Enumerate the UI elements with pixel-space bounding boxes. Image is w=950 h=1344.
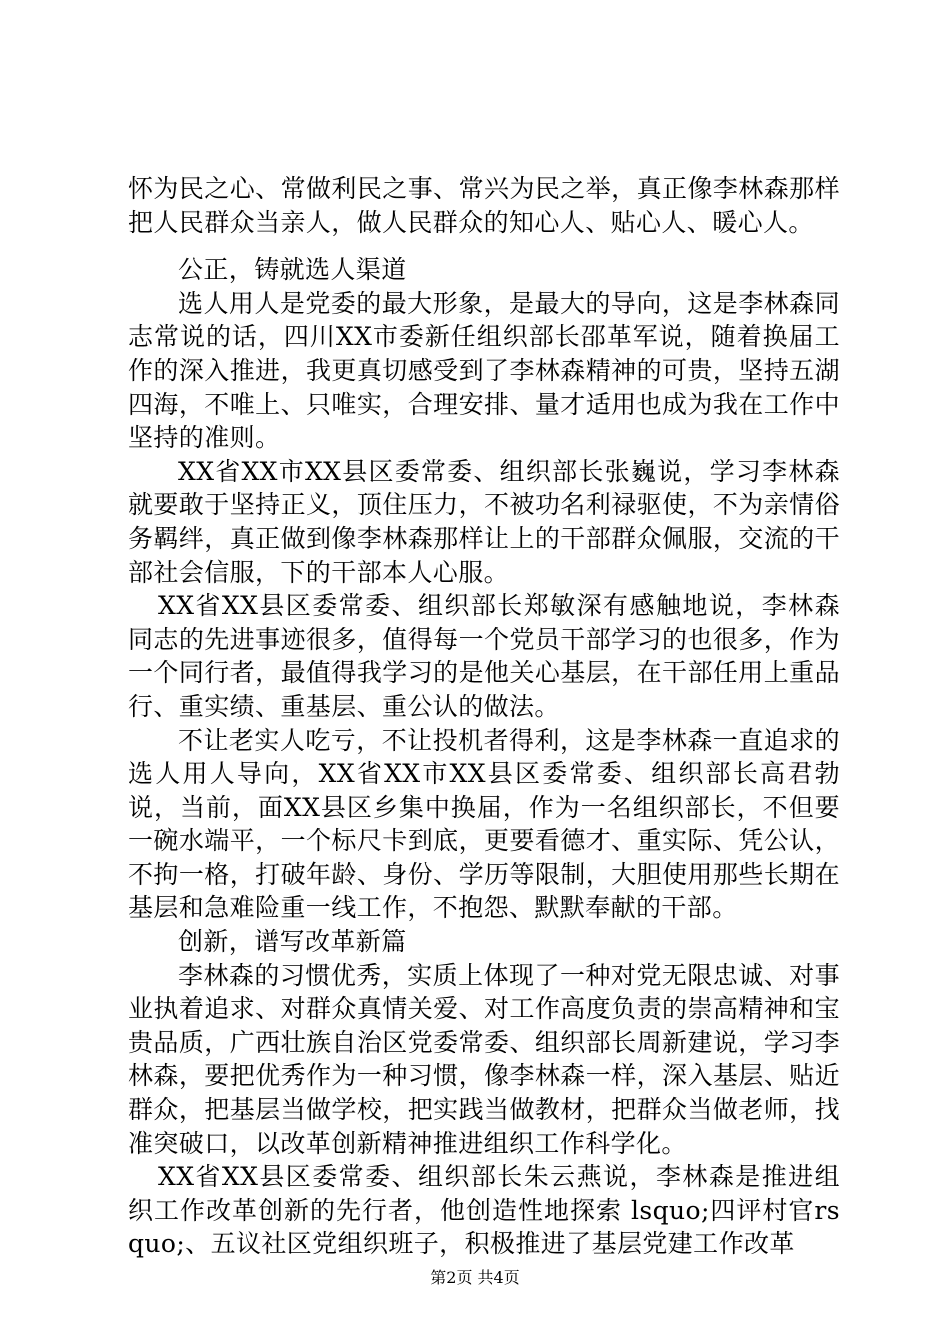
paragraph-zheng-min: XX省XX县区委常委、组织部长郑敏深有感触地说，李林森同志的先进事迹很多，值得每一个党员干部学习的也很多，作为一个同行者，最值得我学习的是他关心基层，在干部任用上重品行、重实绩、重基层、重公认的做法。 — [128, 591, 840, 721]
document-body — [128, 172, 840, 1261]
paragraph-gao-junbo: 不让老实人吃亏，不让投机者得利，这是李林森一直追求的选人用人导向，XX省XX市XX县区委常委、组织部长高君勃说，当前，面XX县区乡集中换届，作为一名组织部长，不但要一碗水端平，一个标尺卡到底，更要看德才、重实际、凭公认，不拘一格，打破年龄、身份、学历等限制，大胆使用那些长期在基层和急难险重一线工作，不抱怨、默默奉献的干部。 — [128, 725, 840, 923]
section-heading-fairness: 公正，铸就选人渠道 — [178, 255, 407, 285]
paragraph-shao-gejun: 选人用人是党委的最大形象，是最大的导向，这是李林森同志常说的话，四川XX市委新任组织部长邵革军说，随着换届工作的深入推进，我更真切感受到了李林森精神的可贵，坚持五湖四海，不唯上、只唯实，合理安排、量才适用也成为我在工作中坚持的准则。 — [128, 288, 840, 453]
paragraph-zhu-yunyan: XX省XX县区委常委、组织部长朱云燕说，李林森是推进组织工作改革创新的先行者，他创造性地探索 lsquo;四评村官rsquo;、五议社区党组织班子，积极推进了基层党建工作改革 — [128, 1162, 840, 1259]
paragraph-continued: 怀为民之心、常做利民之事、常兴为民之举，真正像李林森那样把人民群众当亲人，做人民群众的知心人、贴心人、暖心人。 — [128, 174, 840, 237]
section-heading-innovation: 创新，谱写改革新篇 — [178, 927, 407, 957]
paragraph-zhou-xinjian: 李林森的习惯优秀，实质上体现了一种对党无限忠诚、对事业执着追求、对群众真情关爱、对工作高度负责的崇高精神和宝贵品质，广西壮族自治区党委常委、组织部长周新建说，学习李林森，要把优秀作为一种习惯，像李林森一样，深入基层、贴近群众，把基层当做学校，把实践当做教材，把群众当做老师，找准突破口，以改革创新精神推进组织工作科学化。 — [128, 960, 840, 1158]
paragraph-zhang-wei: XX省XX市XX县区委常委、组织部长张巍说，学习李林森就要敢于坚持正义，顶住压力，不被功名利禄驱使，不为亲情俗务羁绊，真正做到像李林森那样让上的干部群众佩服，交流的干部社会信服，下的干部本人心服。 — [128, 456, 840, 587]
page-number-footer: 第2页 共4页 — [430, 1268, 520, 1287]
